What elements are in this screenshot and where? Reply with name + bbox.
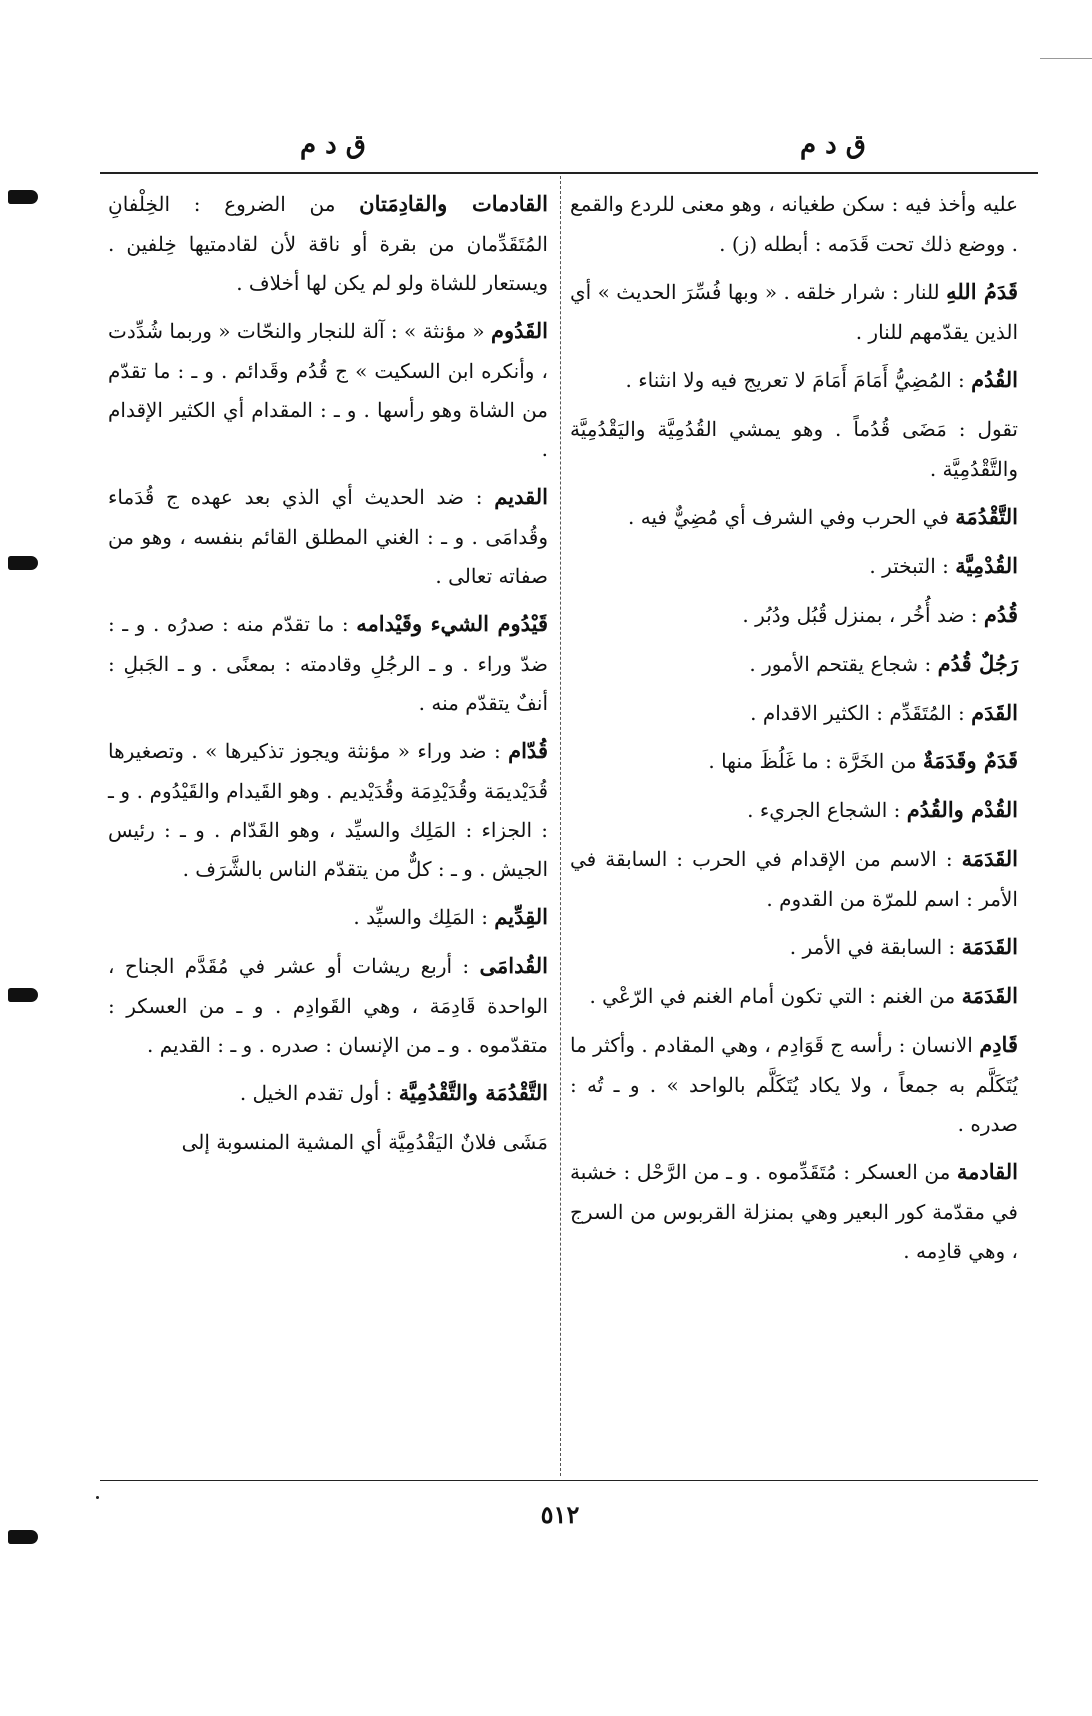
entry-headword: القَدَمَة <box>961 983 1018 1009</box>
entry-body: : الشجاع الجريء . <box>747 798 901 823</box>
entry-headword: القادمة <box>956 1159 1019 1185</box>
entry-headword: القُدامَى <box>479 952 548 978</box>
entry <box>570 546 1018 587</box>
entry-body: : المُضِيُّ أَمَامَ أَمَامَ لا تعريج فيه ولا انثناء . <box>625 367 965 392</box>
entry <box>570 839 1018 919</box>
entry-body: في الحرب وفي الشرف أي مُضِيٌّ فيه . <box>627 504 949 529</box>
entry <box>108 184 548 303</box>
entry <box>570 741 1018 782</box>
entry-body: : المَلِك والسيِّد . <box>353 904 488 929</box>
header-rule <box>100 172 1038 174</box>
entry-body: تقول : مَضَى قُدُماً . وهو يمشي القُدُمِيَّة واليَقْدُمِيَّة والتَّقْدُمِيَّة . <box>570 416 1018 481</box>
margin-tab-mark <box>8 556 38 570</box>
entry-body: : أربع ريشات أو عشر في مُقَدَّم الجناح ، الواحدة قَادِمَة ، وهي القَوادِم . و ـ من العسكر : متقدّموه . و ـ من الإنسان : صدره . و ـ : القديم . <box>108 953 548 1057</box>
footer-dot <box>96 1496 99 1499</box>
entry <box>108 897 548 938</box>
margin-tab-mark <box>8 1530 38 1544</box>
entry-headword: القادمات والقادِمَتان <box>359 191 548 216</box>
entry-headword: قُدُم <box>983 601 1018 627</box>
entry-headword: قُدّام <box>508 737 548 763</box>
entry-body: : ضد وراء « مؤنثة ويجوز تذكيرها » . وتصغيرها قُدَيْديمَة وقُدَيْدِمَة وقُدَيْديم . وهو القَيدام والقَيْدُوم . و ـ : الجزاء : المَلِك والسيِّد ، وهو القَدّام . و ـ : رئيس الجيش . و ـ : كلٌّ من يتقدّم الناس بالشَّرَف . <box>108 738 548 881</box>
entry-body: : ضد الحديث أي الذي بعد عهده ج قُدَماء وقُدامَى . و ـ : الغني المطلق القائم بنفسه ، وهو من صفاته تعالى . <box>108 484 548 588</box>
left-column <box>108 184 548 1170</box>
entry <box>108 1073 548 1114</box>
entry-headword: القِدِّيم <box>494 903 548 929</box>
entry-body: : المُتَقَدِّم : الكثير الاقدام . <box>750 700 965 725</box>
entry <box>570 1152 1018 1271</box>
entry-body: : الاسم من الإقدام في الحرب : السابقة في الأمر : اسم للمرّة من القدوم . <box>570 847 1018 912</box>
margin-tab-mark <box>8 988 38 1002</box>
footer-rule <box>100 1480 1038 1481</box>
entry <box>108 946 548 1065</box>
entry-headword: القديم <box>494 483 548 509</box>
entry-headword: التَّقْدُمَة <box>955 503 1018 529</box>
entry-headword: قَيْدُوم الشيء وقَيْدامه <box>356 610 549 636</box>
entry <box>570 409 1018 489</box>
entry <box>570 976 1018 1017</box>
entry <box>108 1122 548 1163</box>
entry-body: : التبختر . <box>869 553 949 578</box>
entry <box>108 477 548 596</box>
entry-body: من الضروع : الخِلْفانِ المُتَقَدِّمان من بقرة أو ناقة لأن لقادمتيها خِلفين . ويستعار للشاة ولو لم يكن لها أخلاف . <box>108 192 548 295</box>
column-divider <box>560 176 561 1476</box>
right-column <box>570 184 1018 1279</box>
entry <box>570 184 1018 264</box>
entry-body: عليه وأخذ فيه : سكن طغيانه ، وهو معنى للردع والقمع . ووضع ذلك تحت قَدَمه : أبطله (ز) . <box>570 192 1018 256</box>
entry-body: « مؤنثة » : آلة للنجار والنحّات « وربما شُدِّدت ، وأنكره ابن السكيت » ج قُدُم وقَدائم . و ـ : ما تقدّم من الشاة وهو رأسها . و ـ : المقدام أي الكثير الإقدام . <box>108 318 548 461</box>
entry-body: من العسكر : مُتَقَدِّموه . و ـ من الرَّحْل : خشبة في مقدّمة كور البعير وهي بمنزلة القربوس من السرج ، وهي قادِمه . <box>570 1160 1018 1263</box>
header-root-left: ق د م <box>300 130 366 160</box>
entry <box>108 731 548 889</box>
entry-headword: رَجُلٌ قُدُم <box>937 650 1018 676</box>
entry-headword: القُدُم <box>971 366 1018 392</box>
entry-body: : شجاع يقتحم الأمور . <box>749 651 932 676</box>
entry-headword: قَدَمٌ وقَدَمَةٌ <box>922 748 1018 774</box>
entry-body: : أول تقدم الخيل . <box>239 1080 393 1105</box>
entry-body: الانسان : رأسه ج قَوَادِم ، وهي المقادم . وأكثر ما يُتَكَلَّم به جمعاً ، ولا يكاد يُتَكَلَّم بالواحد » . و ـ تُه : صدره . <box>570 1033 1018 1137</box>
entry <box>570 790 1018 831</box>
entry-body: من الغنم : التي تكون أمام الغنم في الرّعْي . <box>589 984 956 1009</box>
entry <box>570 360 1018 401</box>
entry <box>570 1025 1018 1144</box>
entry-headword: القَدَم <box>971 699 1018 725</box>
entry-body: للنار : شرار خلقه . « وبها فُسِّرَ الحديث » أي الذين يقدّمهم للنار . <box>570 279 1018 344</box>
entry <box>570 644 1018 685</box>
entry-body: : السابقة في الأمر . <box>789 935 956 960</box>
entry <box>570 272 1018 352</box>
entry-headword: التَّقْدُمَة والتَّقْدُمِيَّة <box>398 1079 548 1105</box>
entry-headword: قَدَمُ اللهِ <box>946 278 1018 304</box>
corner-rule <box>1040 58 1092 59</box>
entry-headword: القُدْمِيَّة <box>955 552 1018 578</box>
entry <box>570 497 1018 538</box>
entry <box>570 927 1018 968</box>
entry <box>570 693 1018 734</box>
entry <box>108 311 548 469</box>
entry <box>570 595 1018 636</box>
entry-headword: قَادِم <box>979 1032 1018 1058</box>
entry-headword: القُدْم والقُدُم <box>906 797 1018 823</box>
entry-headword: القَدَمَة <box>961 846 1018 872</box>
entry-body: من الخَرَّة : ما غَلُظَ منها . <box>708 749 917 774</box>
entry-headword: القَدَمَة <box>961 934 1018 960</box>
entry-body: مَشَى فلانٌ اليَقْدُمِيَّة أي المشية المنسوبة إلى <box>181 1129 548 1154</box>
entry-headword: القَدُوم <box>490 317 548 343</box>
page-header <box>100 118 1040 178</box>
entry <box>108 604 548 723</box>
header-root-right: ق د م <box>800 130 866 160</box>
margin-tab-mark <box>8 190 38 204</box>
entry-body: : ضد أُخُر ، بمنزل قُبُل ودُبُر . <box>742 602 978 627</box>
page-number: ٥١٢ <box>540 1500 580 1529</box>
entry-body: : ما تقدّم منه : صدرُه . و ـ : ضدّ وراء . و ـ الرجُلِ وقادمته : بمعنًى . و ـ الجَبلِ : أنفٌ يتقدّم منه . <box>108 611 548 715</box>
